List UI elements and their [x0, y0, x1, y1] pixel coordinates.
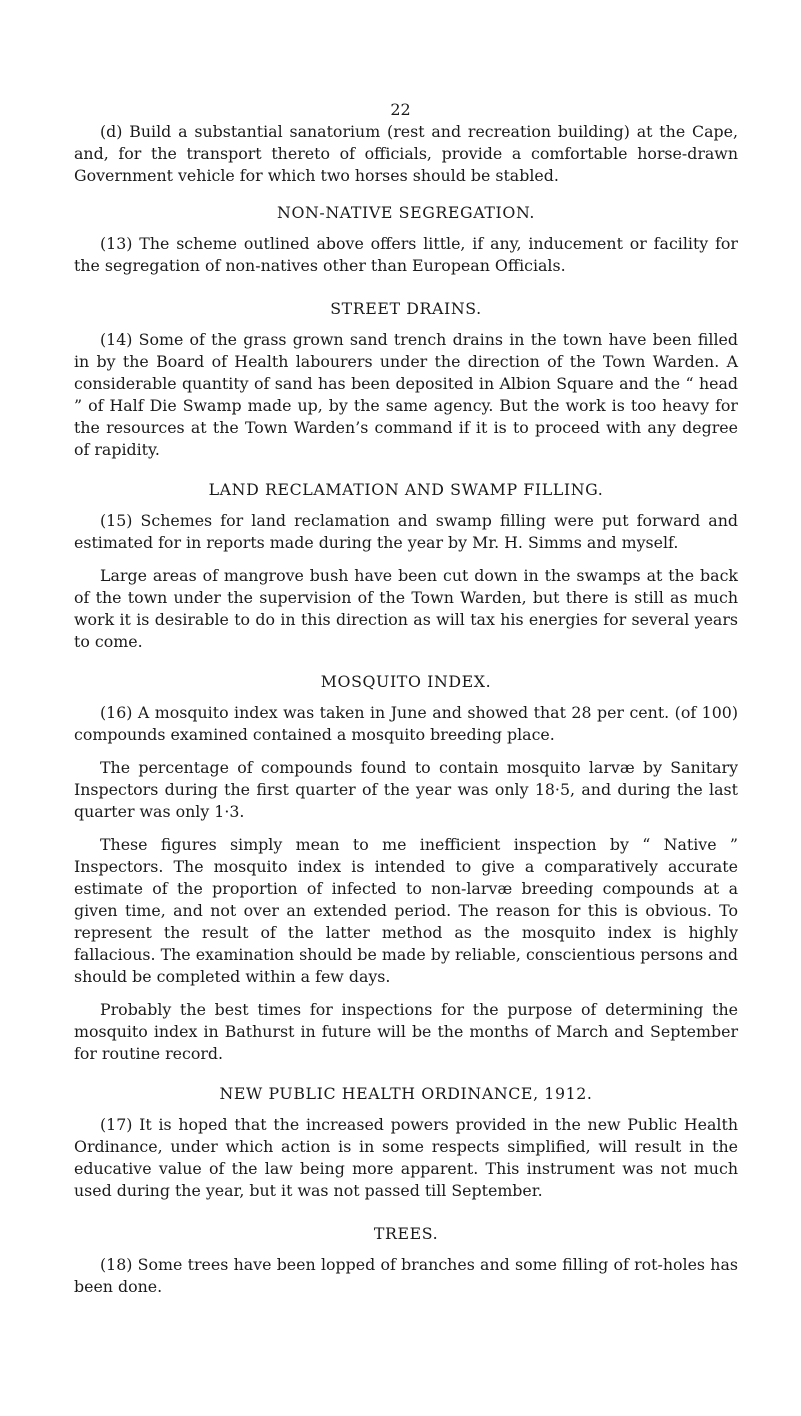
paragraph-mosquito-index-3: These figures simply mean to me inefficient inspection by “ Native ” Inspectors. The mosquito index is intended to give a comparatively accurate estimate of the proportion of infected to non-larvæ breeding compounds at a given time, and not over an extended period. The reason for this is obvious. To represent the result of the latter method as the mosquito index is highly fallacious. The examination should be made by reliable, conscientious persons and should be completed within a few days. — [74, 835, 738, 986]
document-body — [74, 100, 738, 1298]
heading-street-drains: STREET DRAINS. — [330, 299, 482, 318]
heading-land-reclamation: LAND RECLAMATION AND SWAMP FILLING. — [208, 480, 604, 499]
paragraph-trees: (18) Some trees have been lopped of branches and some filling of rot-holes has been done. — [74, 1255, 738, 1296]
paragraph-mosquito-index-1: (16) A mosquito index was taken in June and showed that 28 per cent. (of 100) compounds examined contained a mosquito breeding place. — [74, 703, 738, 744]
paragraph-public-health-ordinance: (17) It is hoped that the increased powers provided in the new Public Health Ordinance, under which action is in some respects simplified, will result in the educative value of the law being more apparent. This instrument was not much used during the year, but it was not passed till September. — [74, 1115, 738, 1200]
paragraph-mosquito-index-2: The percentage of compounds found to contain mosquito larvæ by Sanitary Inspectors during the first quarter of the year was only 18·5, and during the last quarter was only 1·3. — [74, 758, 738, 821]
paragraph-non-native-segregation: (13) The scheme outlined above offers little, if any, inducement or facility for the segregation of non-natives other than European Officials. — [74, 234, 738, 275]
heading-trees: TREES. — [373, 1224, 439, 1243]
heading-non-native-segregation: NON-NATIVE SEGREGATION. — [277, 203, 535, 222]
paragraph-street-drains: (14) Some of the grass grown sand trench drains in the town have been filled in by the Board of Health labourers under the direction of the Town Warden. A considerable quantity of sand has been deposited in Albion Square and the “ head ” of Half Die Swamp made up, by the same agency. But the work is too heavy for the resources at the Town Warden’s command if it is to proceed with any degree of rapidity. — [74, 330, 738, 459]
page-number: 22 — [390, 100, 411, 119]
paragraph-build-sanatorium: (d) Build a substantial sanatorium (rest and recreation building) at the Cape, and, for the transport thereto of officials, provide a comfortable horse-drawn Government vehicle for which two horses should be stabled. — [74, 122, 738, 185]
paragraph-land-reclamation-1: (15) Schemes for land reclamation and swamp filling were put forward and estimated for in reports made during the year by Mr. H. Simms and myself. — [74, 511, 738, 552]
paragraph-land-reclamation-2: Large areas of mangrove bush have been cut down in the swamps at the back of the town under the supervision of the Town Warden, but there is still as much work it is desirable to do in this direction as will tax his energies for several years to come. — [74, 566, 738, 651]
paragraph-mosquito-index-4: Probably the best times for inspections for the purpose of determining the mosquito index in Bathurst in future will be the months of March and September for routine record. — [74, 1000, 738, 1063]
heading-mosquito-index: MOSQUITO INDEX. — [320, 672, 492, 691]
heading-public-health-ordinance: NEW PUBLIC HEALTH ORDINANCE, 1912. — [219, 1084, 593, 1103]
